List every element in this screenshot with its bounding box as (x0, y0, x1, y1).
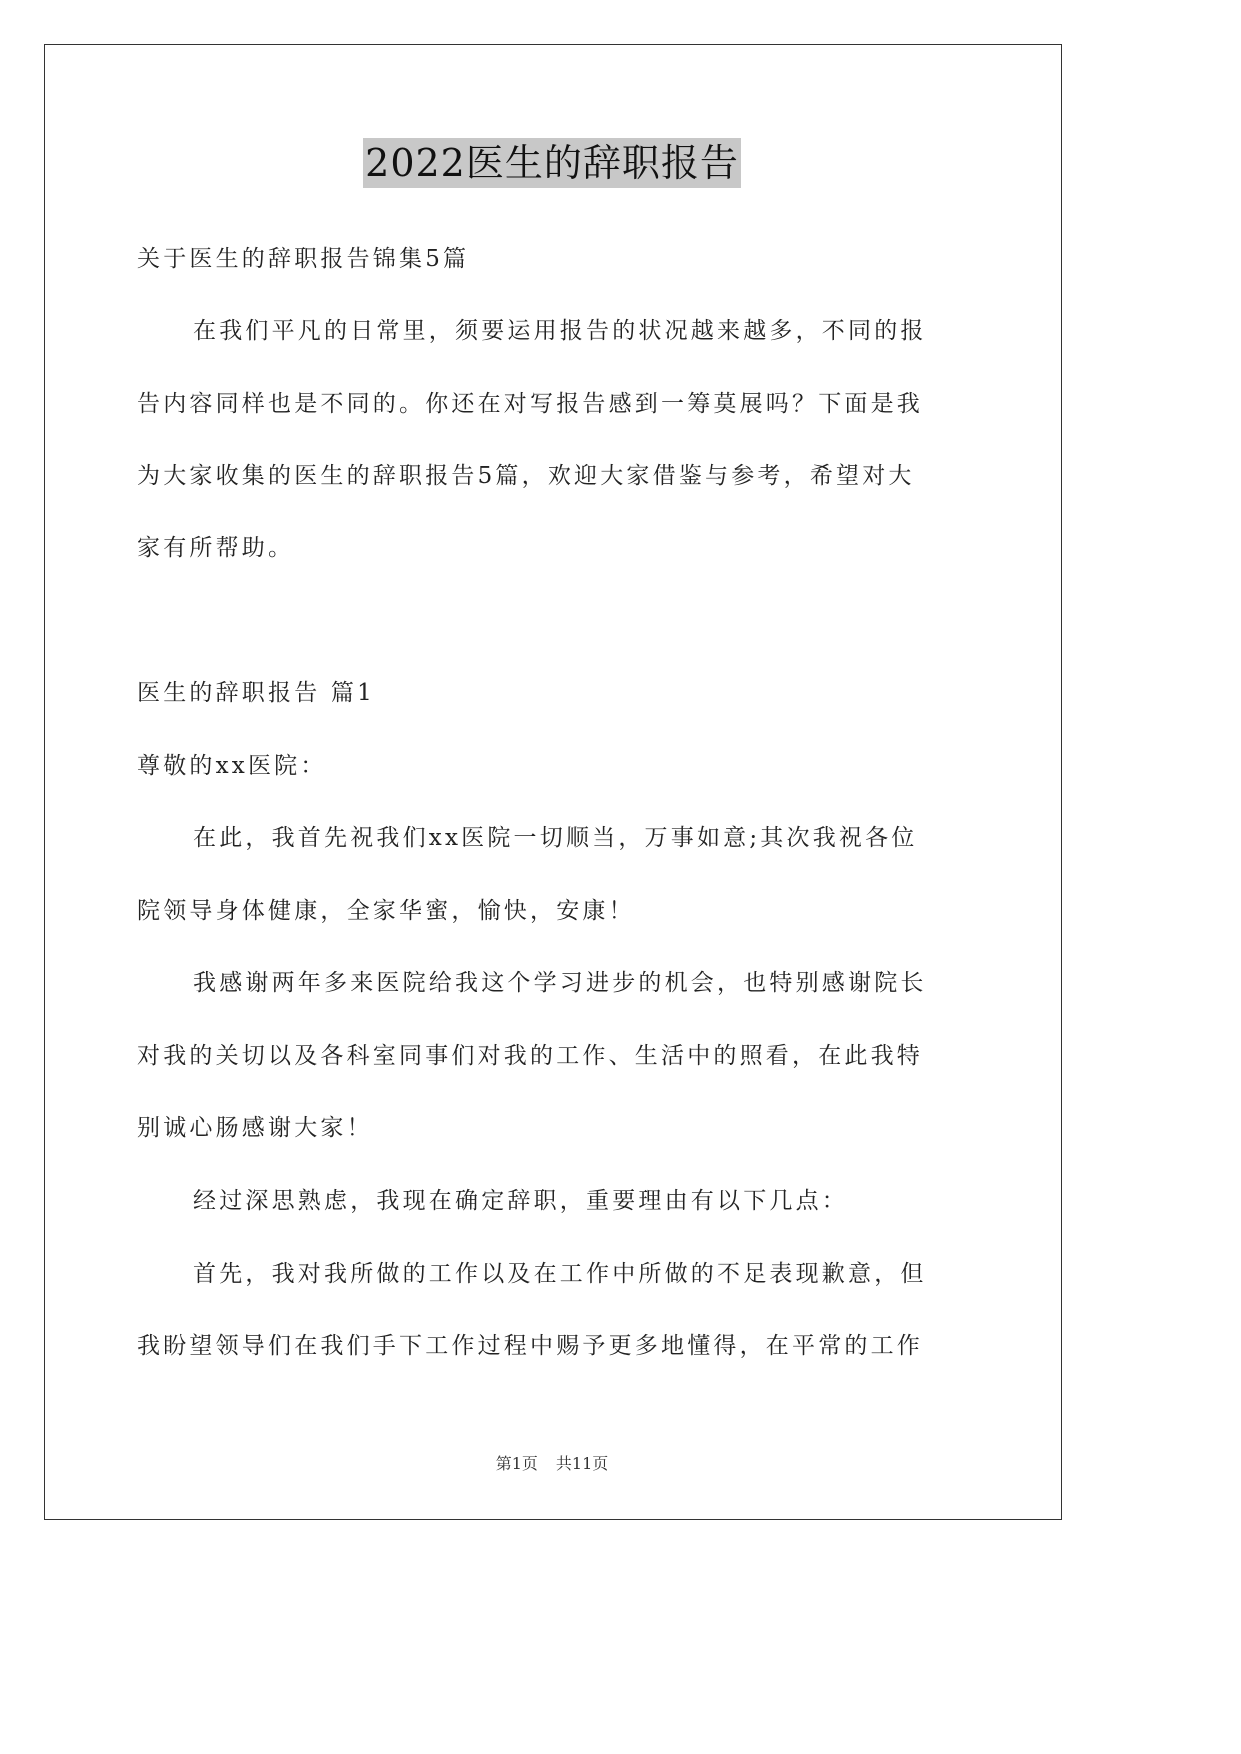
page-number: 第1页 (495, 1454, 538, 1473)
body-line: 院领导身体健康，全家华蜜，愉快，安康！ (137, 898, 635, 924)
body-line: 别诚心肠感谢大家！ (137, 1115, 373, 1141)
intro-line: 告内容同样也是不同的。你还在对写报告感到一筹莫展吗？下面是我 (137, 391, 923, 417)
body-line: 经过深思熟虑，我现在确定辞职，重要理由有以下几点： (193, 1188, 848, 1214)
intro-line: 为大家收集的医生的辞职报告5篇，欢迎大家借鉴与参考，希望对大 (137, 463, 915, 489)
body-line: 我盼望领导们在我们手下工作过程中赐予更多地懂得，在平常的工作 (137, 1333, 923, 1359)
title-container (0, 138, 1104, 188)
intro-line: 在我们平凡的日常里，须要运用报告的状况越来越多，不同的报 (193, 318, 927, 344)
document-subtitle: 关于医生的辞职报告锦集5篇 (137, 246, 470, 272)
body-line: 首先，我对我所做的工作以及在工作中所做的不足表现歉意，但 (193, 1261, 927, 1287)
page-total: 共11页 (555, 1454, 609, 1473)
intro-line: 家有所帮助。 (137, 535, 295, 561)
body-line: 我感谢两年多来医院给我这个学习进步的机会，也特别感谢院长 (193, 970, 927, 996)
document-title: 2022医生的辞职报告 (363, 138, 741, 188)
body-line: 对我的关切以及各科室同事们对我的工作、生活中的照看，在此我特 (137, 1043, 923, 1069)
salutation: 尊敬的xx医院： (137, 753, 327, 779)
section-heading: 医生的辞职报告 篇1 (137, 680, 375, 706)
page-footer (0, 1454, 1104, 1474)
body-line: 在此，我首先祝我们xx医院一切顺当，万事如意;其次我祝各位 (193, 825, 918, 851)
